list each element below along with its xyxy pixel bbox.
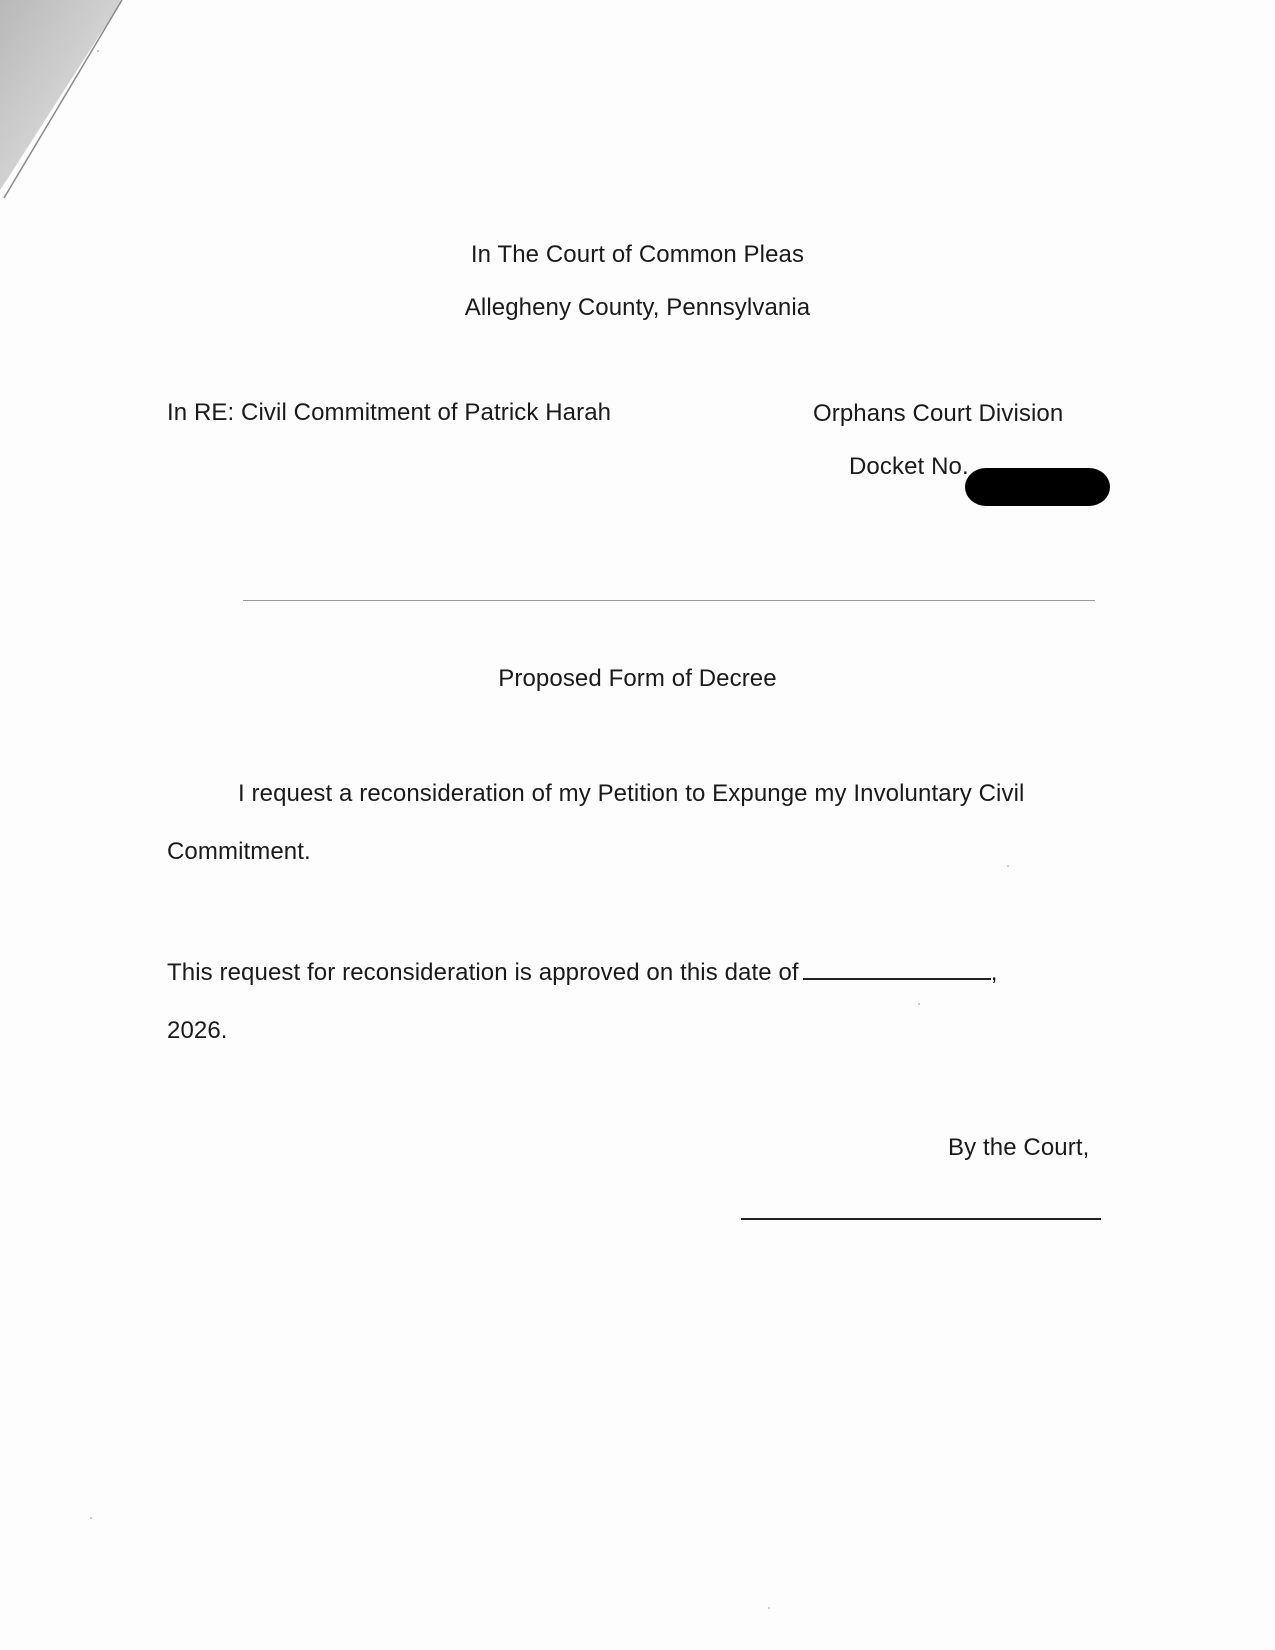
case-caption: In RE: Civil Commitment of Patrick Harah [167,399,612,426]
court-county: Allegheny County, Pennsylvania [464,294,811,321]
docket-label: Docket No. [849,453,969,480]
approval-year: 2026. [167,1017,228,1044]
request-paragraph-line1: I request a reconsideration of my Petition to Expunge my Involuntary Civil [238,780,1025,807]
folded-corner-shadow [0,0,130,210]
approval-text: This request for reconsideration is approved on this date of [167,959,799,986]
scan-speck [768,1607,770,1609]
scan-speck [90,1517,92,1519]
signature-line [741,1218,1101,1220]
caption-divider [243,600,1095,601]
scan-speck [918,1003,920,1005]
docket-number-redaction [965,468,1110,506]
court-name: In The Court of Common Pleas [470,241,805,268]
signature-label: By the Court, [948,1134,1090,1161]
approval-paragraph-line1 [167,956,997,988]
document-title: Proposed Form of Decree [498,665,777,692]
court-division: Orphans Court Division [813,400,1064,427]
scan-speck [1007,865,1009,867]
approval-date-blank [803,956,991,980]
request-paragraph-line2: Commitment. [167,838,311,865]
scan-speck [97,50,99,52]
approval-comma: , [990,959,998,986]
